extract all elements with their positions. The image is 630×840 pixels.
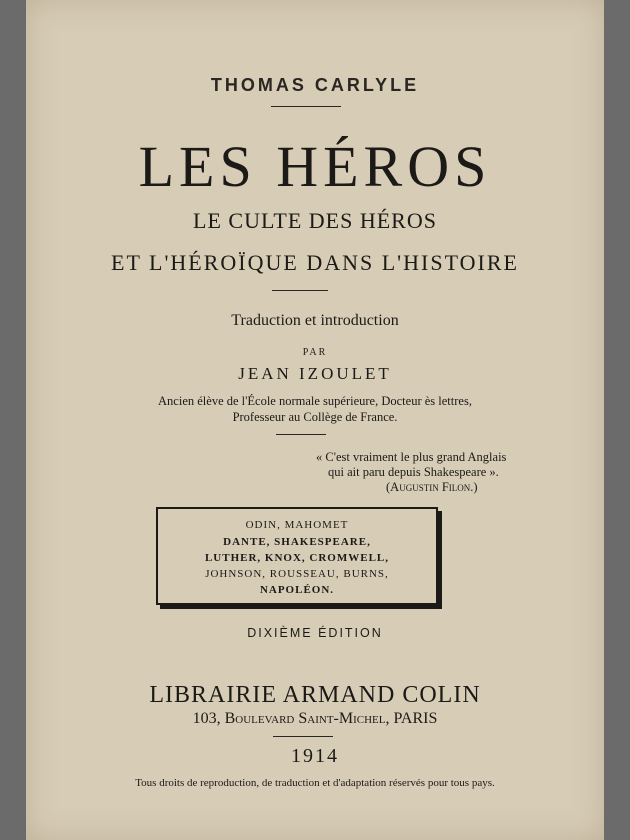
publication-year: 1914 [291, 745, 339, 767]
heroes-line-3: LUTHER, KNOX, CROMWELL, [204, 552, 390, 564]
book-title: LES HÉROS [138, 134, 492, 199]
translator-credentials-2: Professeur au Collège de France. [232, 410, 398, 424]
epigraph-line-2: qui ait paru depuis Shakespeare ». [328, 465, 499, 479]
epigraph-line-1: « C'est vraiment le plus grand Anglais [316, 450, 507, 464]
subtitle-line-2: ET L'HÉROÏQUE DANS L'HISTOIRE [111, 250, 519, 275]
translation-note: Traduction et introduction [231, 312, 399, 329]
divider-rule [271, 106, 341, 107]
translator-name: JEAN IZOULET [238, 364, 392, 383]
edition-label: DIXIÈME ÉDITION [247, 626, 383, 640]
rights-notice: Tous droits de reproduction, de traduction et d'adaptation réservés pour tous pays. [135, 777, 495, 789]
subtitle-line-1: LE CULTE DES HÉROS [193, 208, 437, 233]
heroes-line-1: ODIN, MAHOMET [245, 519, 349, 531]
author-name: THOMAS CARLYLE [210, 75, 420, 95]
divider-rule [273, 736, 333, 737]
epigraph-attribution: (Augustin Filon.) [386, 480, 478, 494]
publisher-name: LIBRAIRIE ARMAND COLIN [149, 682, 481, 708]
title-page [26, 0, 604, 840]
publisher-address: 103, Boulevard Saint-Michel, PARIS [192, 710, 438, 727]
heroes-line-5: NAPOLÉON. [259, 584, 335, 596]
heroes-line-4: JOHNSON, ROUSSEAU, BURNS, [205, 568, 389, 580]
par-label: PAR [302, 347, 328, 358]
heroes-box [156, 507, 438, 605]
divider-rule [276, 434, 326, 435]
translator-credentials-1: Ancien élève de l'École normale supérieure, Docteur ès lettres, [158, 394, 472, 408]
heroes-line-2: DANTE, SHAKESPEARE, [223, 536, 371, 548]
divider-rule [272, 290, 328, 291]
